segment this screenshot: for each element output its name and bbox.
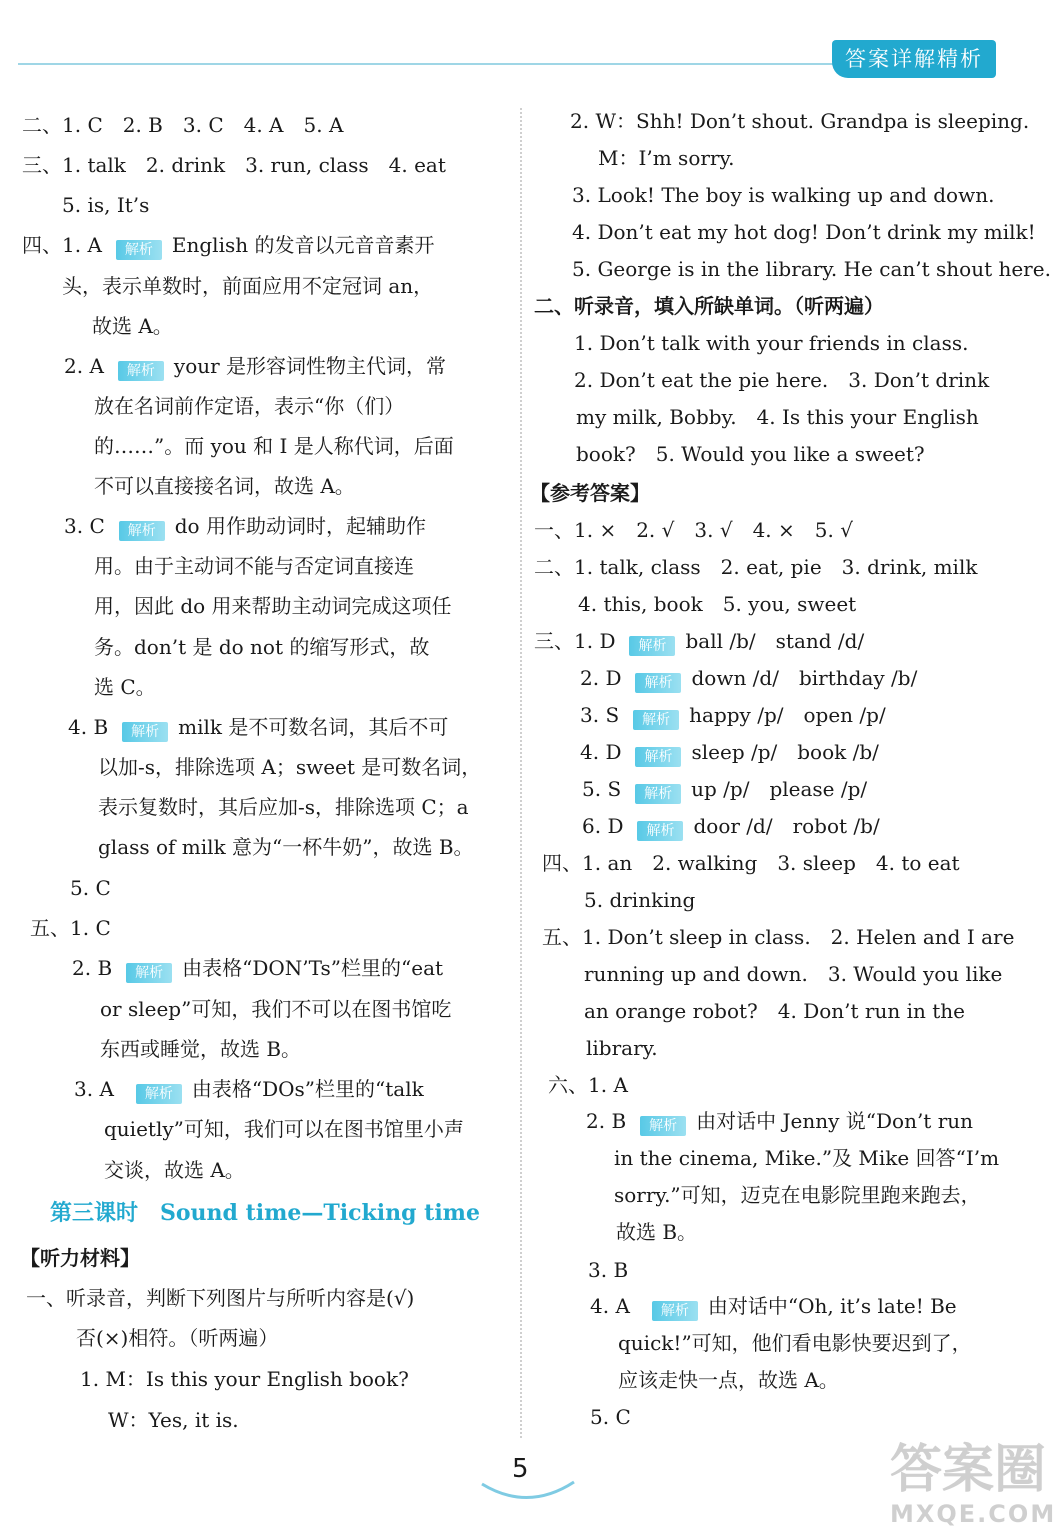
- analysis-tag: 解析: [119, 521, 165, 541]
- analysis-tag: 解析: [637, 821, 683, 841]
- left-line-text: 3. A: [74, 1077, 114, 1101]
- left-line: [64, 511, 426, 541]
- left-line: [26, 1283, 414, 1313]
- left-line: [94, 551, 414, 581]
- right-line: [572, 217, 1036, 247]
- right-line: [580, 663, 917, 693]
- right-line: [534, 515, 853, 545]
- left-line: [62, 271, 433, 301]
- right-line-text: running up and down. 3. Would you like: [584, 962, 1003, 986]
- left-line: [94, 431, 454, 461]
- right-line-explanation: happy /p/ open /p/: [689, 703, 886, 727]
- right-line: [598, 143, 734, 173]
- right-line-text: 5. drinking: [584, 888, 696, 912]
- left-line: [72, 953, 443, 983]
- right-line: [586, 1033, 658, 1063]
- right-line-text: 5. S: [582, 777, 622, 801]
- left-line-text: 一、听录音，判断下列图片与所听内容是(√): [26, 1286, 415, 1310]
- watermark-big: 答案圈: [890, 1440, 1047, 1500]
- left-line-text: 表示复数时，其后应加-s，排除选项 C；a: [98, 795, 469, 819]
- right-line: [588, 1255, 628, 1285]
- right-line-text: 二、听录音，填入所缺单词。（听两遍）: [534, 294, 884, 318]
- left-line-text: 【听力材料】: [20, 1246, 140, 1270]
- right-line: [580, 700, 886, 730]
- right-line-text: 五、1. Don’t sleep in class. 2. Helen and I are: [542, 925, 1015, 949]
- left-line-text: 的……”。而 you 和 I 是人称代词，后面: [94, 434, 454, 458]
- left-line-text: 2. A: [64, 354, 104, 378]
- left-line-text: glass of milk 意为“一杯牛奶”，故选 B。: [98, 835, 474, 859]
- left-line: [70, 873, 111, 903]
- left-line-text: 第三课时 Sound time—Ticking time: [50, 1200, 480, 1226]
- left-line-text: 4. B: [68, 715, 109, 739]
- left-line: [94, 391, 404, 421]
- right-line-text: an orange robot? 4. Don’t run in the: [584, 999, 965, 1023]
- analysis-tag: 解析: [122, 722, 168, 742]
- left-line-text: 头，表示单数时，前面应用不定冠词 an，: [62, 274, 434, 298]
- analysis-tag: 解析: [136, 1084, 182, 1104]
- left-line: [22, 110, 343, 140]
- right-line-explanation: down /d/ birthday /b/: [691, 666, 918, 690]
- analysis-tag: 解析: [652, 1301, 698, 1321]
- left-line-text: 用。由于主动词不能与否定词直接连: [94, 554, 414, 578]
- right-line-text: 二、1. talk, class 2. eat, pie 3. drink, milk: [534, 555, 978, 579]
- analysis-tag: 解析: [118, 361, 164, 381]
- watermark-small: MXQE.COM: [890, 1500, 1056, 1528]
- right-line-text: M：I’m sorry.: [598, 146, 735, 170]
- right-line-explanation: 由对话中 Jenny 说“Don’t run: [696, 1109, 974, 1133]
- left-line: [30, 913, 111, 943]
- right-line-text: 【参考答案】: [530, 481, 650, 505]
- left-line: [76, 1323, 278, 1353]
- right-line-text: 3. B: [588, 1258, 629, 1282]
- left-line-text: 交谈，故选 A。: [104, 1158, 245, 1182]
- right-line-text: 5. George is in the library. He can’t shout here.: [572, 257, 1051, 281]
- left-line: [22, 230, 434, 260]
- header-rule: [18, 63, 838, 65]
- column-divider: [520, 108, 522, 1438]
- left-line: [62, 190, 149, 220]
- right-line-text: 4. A: [590, 1294, 630, 1318]
- right-line: [590, 1402, 631, 1432]
- right-line-text: 2. B: [586, 1109, 627, 1133]
- left-line-text: 2. B: [72, 956, 113, 980]
- analysis-tag: 解析: [633, 710, 679, 730]
- analysis-tag: 解析: [640, 1116, 686, 1136]
- left-line-text: or sleep”可知，我们不可以在图书馆吃: [100, 997, 452, 1021]
- left-line: [100, 1034, 301, 1064]
- right-line-explanation: ball /b/ stand /d/: [685, 629, 865, 653]
- right-line-text: 应该走快一点，故选 A。: [618, 1368, 839, 1392]
- right-line: [580, 737, 879, 767]
- left-line-text: 选 C。: [94, 675, 156, 699]
- left-line: [94, 591, 452, 621]
- left-line-explanation: milk 是不可数名词，其后不可: [178, 715, 449, 739]
- right-line-text: 5. C: [590, 1405, 631, 1429]
- right-line-text: book? 5. Would you like a sweet?: [576, 442, 925, 466]
- left-line-explanation: English 的发音以元音音素开: [171, 233, 435, 257]
- left-line-explanation: your 是形容词性物主代词，常: [173, 354, 447, 378]
- right-line: [582, 774, 867, 804]
- right-line-explanation: up /p/ please /p/: [691, 777, 868, 801]
- left-line: [104, 1155, 245, 1185]
- left-line-text: 以加-s，排除选项 A；sweet 是可数名词，: [98, 755, 482, 779]
- left-line-explanation: 由表格“DON’Ts”栏里的“eat: [182, 956, 444, 980]
- right-line: [614, 1180, 981, 1210]
- left-line-text: 四、1. A: [22, 233, 102, 257]
- left-line-text: 故选 A。: [92, 314, 173, 338]
- right-line-text: 4. this, book 5. you, sweet: [578, 592, 857, 616]
- right-line: [572, 254, 1051, 284]
- right-line: [542, 848, 960, 878]
- right-line-text: 3. S: [580, 703, 620, 727]
- left-line: [50, 1198, 480, 1228]
- right-line-text: 2. D: [580, 666, 622, 690]
- right-line: [542, 922, 1014, 952]
- right-line-explanation: 由对话中“Oh, it’s late! Be: [707, 1294, 957, 1318]
- watermark: [890, 1440, 1056, 1528]
- right-line: [618, 1365, 839, 1395]
- right-line: [586, 1106, 973, 1136]
- left-line-text: 务。don’t 是 do not 的缩写形式，故: [94, 635, 430, 659]
- analysis-tag: 解析: [635, 747, 681, 767]
- analysis-tag: 解析: [629, 636, 675, 656]
- left-line-text: 放在名词前作定语，表示“你（们）: [94, 394, 405, 418]
- right-line-text: in the cinema, Mike.”及 Mike 回答“I’m: [614, 1146, 1000, 1170]
- left-line-text: quietly”可知，我们可以在图书馆里小声: [104, 1117, 464, 1141]
- right-line-explanation: sleep /p/ book /b/: [691, 740, 879, 764]
- right-line: [572, 180, 994, 210]
- right-line-text: library.: [586, 1036, 658, 1060]
- right-line-text: 2. Don’t eat the pie here. 3. Don’t drink: [574, 368, 990, 392]
- left-line-text: 5. is, It’s: [62, 193, 150, 217]
- left-line-explanation: 由表格“DOs”栏里的“talk: [191, 1077, 424, 1101]
- right-line-text: 四、1. an 2. walking 3. sleep 4. to eat: [542, 851, 960, 875]
- right-line: [584, 885, 695, 915]
- right-line: [574, 328, 968, 358]
- right-line-text: 一、1. × 2. √ 3. √ 4. × 5. √: [534, 518, 853, 542]
- left-line: [20, 1243, 140, 1273]
- right-line: [534, 626, 864, 656]
- left-line: [92, 311, 173, 341]
- right-line-text: 1. Don’t talk with your friends in class.: [574, 331, 969, 355]
- left-line: [108, 1405, 239, 1435]
- analysis-tag: 解析: [116, 240, 162, 260]
- left-line: [94, 672, 156, 702]
- left-line-text: 用，因此 do 用来帮助主动词完成这项任: [94, 594, 452, 618]
- left-line-text: 5. C: [70, 876, 111, 900]
- left-line-text: 五、1. C: [30, 916, 111, 940]
- right-line: [576, 402, 979, 432]
- right-line: [570, 106, 1029, 136]
- analysis-tag: 解析: [635, 673, 681, 693]
- analysis-tag: 解析: [126, 963, 172, 983]
- right-line: [584, 996, 965, 1026]
- left-line-text: W：Yes, it is.: [108, 1408, 239, 1432]
- right-line-text: my milk, Bobby. 4. Is this your English: [576, 405, 979, 429]
- left-line-text: 东西或睡觉，故选 B。: [100, 1037, 302, 1061]
- right-line: [534, 552, 977, 582]
- left-line-text: 3. C: [64, 514, 105, 538]
- right-line: [582, 811, 880, 841]
- right-line-text: 2. W：Shh! Don’t shout. Grandpa is sleeping.: [570, 109, 1030, 133]
- left-line: [98, 752, 481, 782]
- right-line: [578, 589, 856, 619]
- left-line-explanation: do 用作助动词时，起辅助作: [174, 514, 426, 538]
- right-line: [576, 439, 925, 469]
- left-line-text: 三、1. talk 2. drink 3. run, class 4. eat: [22, 153, 446, 177]
- left-line-text: 否(×)相符。（听两遍）: [76, 1326, 279, 1350]
- analysis-tag: 解析: [635, 784, 681, 804]
- right-line: [618, 1328, 972, 1358]
- right-line-explanation: door /d/ robot /b/: [693, 814, 880, 838]
- left-line: [68, 712, 448, 742]
- right-line-text: 六、1. A: [548, 1073, 628, 1097]
- right-line: [574, 365, 989, 395]
- right-line-text: 6. D: [582, 814, 624, 838]
- page-number: 5: [512, 1454, 529, 1484]
- left-line: [22, 150, 446, 180]
- left-line: [80, 1364, 409, 1394]
- right-line: [616, 1217, 697, 1247]
- page-swoosh-icon: [478, 1478, 578, 1504]
- left-line: [94, 471, 355, 501]
- left-line: [74, 1074, 424, 1104]
- right-line: [590, 1291, 957, 1321]
- left-line-text: 不可以直接接名词，故选 A。: [94, 474, 355, 498]
- left-line: [94, 632, 429, 662]
- right-line-text: sorry.”可知，迈克在电影院里跑来跑去，: [614, 1183, 981, 1207]
- left-line: [100, 994, 451, 1024]
- right-line-text: 3. Look! The boy is walking up and down.: [572, 183, 995, 207]
- left-line: [98, 792, 469, 822]
- left-line-text: 二、1. C 2. B 3. C 4. A 5. A: [22, 113, 344, 137]
- right-line: [530, 478, 650, 508]
- header-tab: 答案详解精析: [832, 40, 996, 78]
- right-line-text: quick!”可知，他们看电影快要迟到了，: [618, 1331, 972, 1355]
- right-line: [614, 1143, 999, 1173]
- right-line: [534, 291, 884, 321]
- left-line-text: 1. M：Is this your English book?: [80, 1367, 409, 1391]
- left-line: [98, 832, 474, 862]
- right-line-text: 故选 B。: [616, 1220, 698, 1244]
- right-line-text: 4. Don’t eat my hot dog! Don’t drink my milk!: [572, 220, 1036, 244]
- left-line: [64, 351, 446, 381]
- right-line: [548, 1070, 628, 1100]
- left-line: [104, 1114, 464, 1144]
- right-line-text: 三、1. D: [534, 629, 616, 653]
- right-line-text: 4. D: [580, 740, 622, 764]
- right-line: [584, 959, 1002, 989]
